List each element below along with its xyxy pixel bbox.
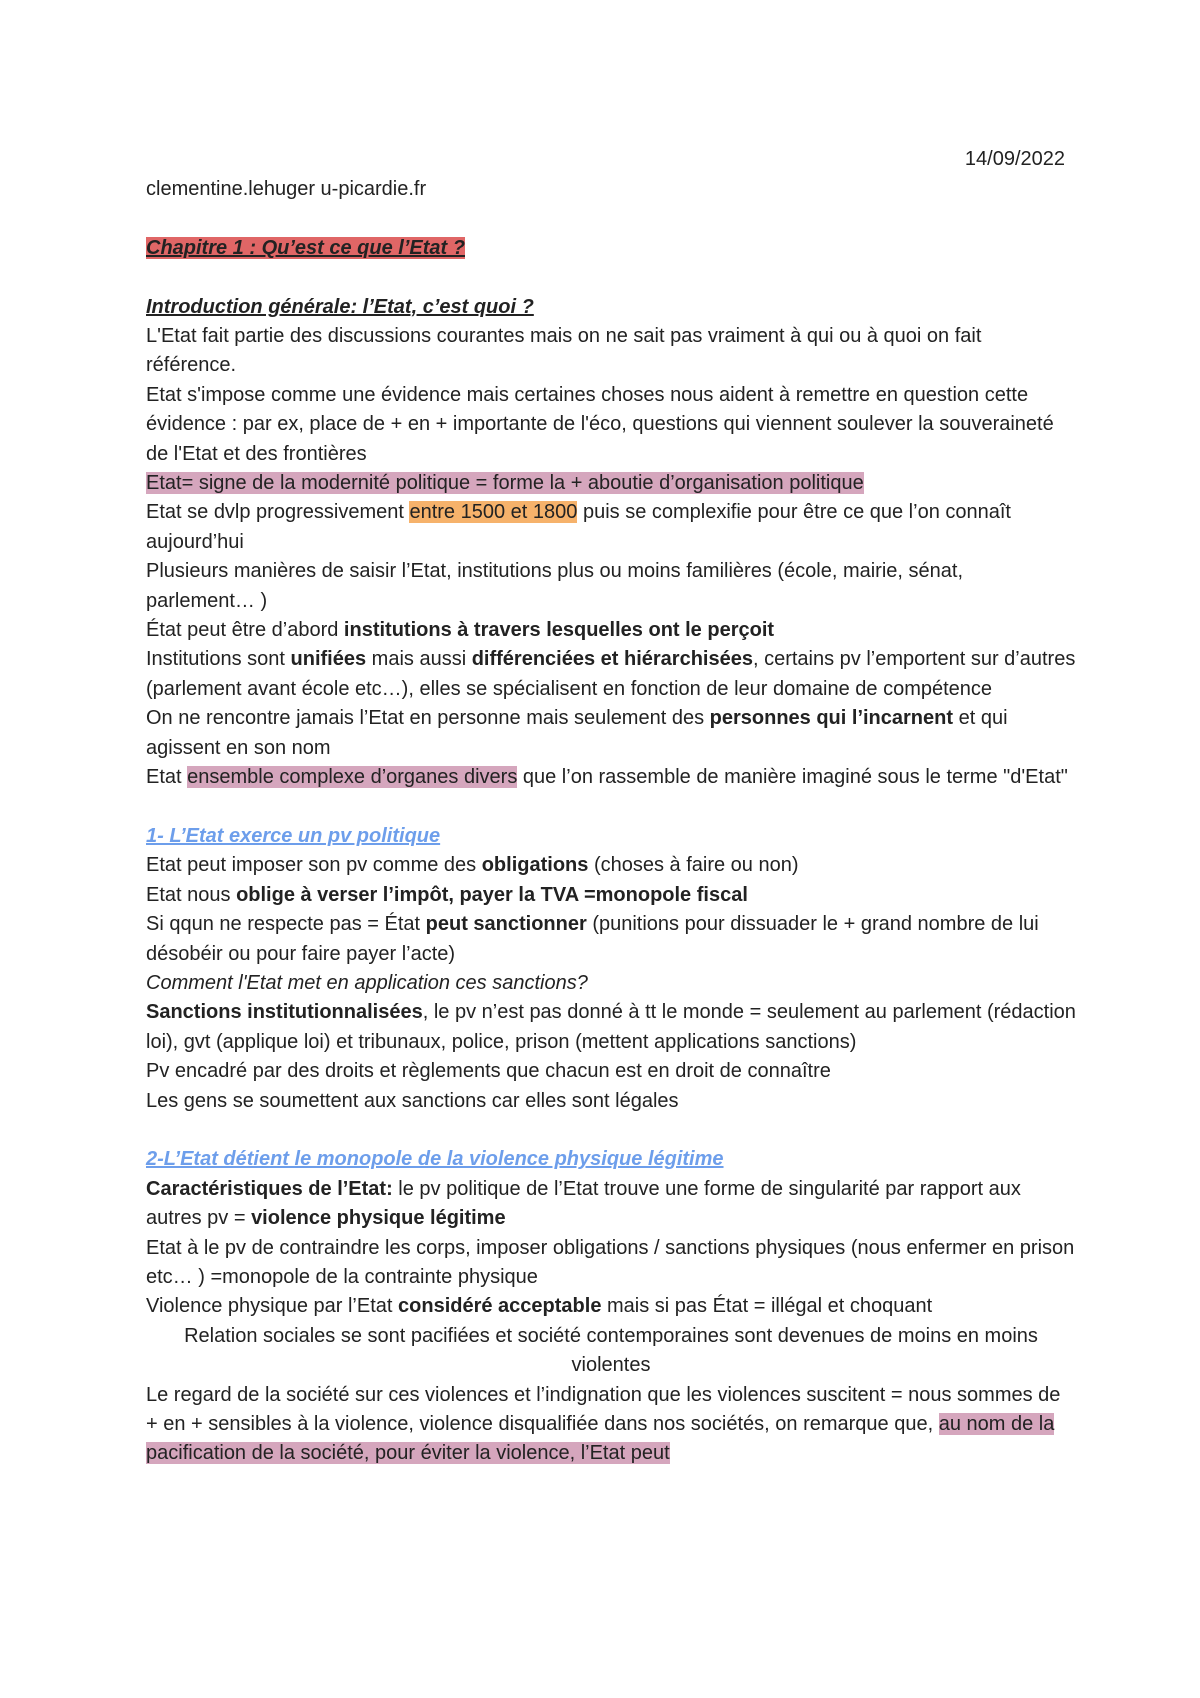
text-span: On ne rencontre jamais l’Etat en personne mais seulement des bbox=[146, 707, 710, 730]
section-2-heading-text: 2-L’Etat détient le monopole de la violence physique légitime bbox=[146, 1148, 724, 1171]
section-1-paragraph-6: Pv encadré par des droits et règlements que chacun est en droit de connaître bbox=[146, 1060, 831, 1083]
highlight-pacification: au nom de la pacification de la société, pour éviter la violence, l’Etat peut bbox=[146, 1413, 1055, 1465]
chapter-title-text: Chapitre 1 : Qu’est ce que l’Etat ? bbox=[146, 236, 465, 259]
text-span: , le pv n’est pas donné à tt le monde = seulement au parlement (rédaction loi), gvt (applique loi) et tribunaux, police, prison (mettent applications sanctions) bbox=[146, 1001, 1076, 1053]
section-2-paragraph-2: Etat à le pv de contraindre les corps, imposer obligations / sanctions physiques (nous enfermer en prison etc… ) =monopole de la contrainte physique bbox=[146, 1236, 1075, 1288]
bold-span: obligations bbox=[481, 854, 589, 877]
italic-question: Comment l'Etat met en application ces sanctions? bbox=[146, 971, 588, 994]
section-2-paragraph-4: Relation sociales se sont pacifiées et société contemporaines sont devenues de moins en moins violentes bbox=[184, 1324, 1038, 1377]
section-1-heading-text: 1- L’Etat exerce un pv politique bbox=[146, 824, 441, 847]
bold-span: peut sanctionner bbox=[425, 913, 587, 936]
intro-heading-text: Introduction générale: l’Etat, c’est quoi ? bbox=[146, 295, 534, 318]
bold-span: différenciées et hiérarchisées bbox=[471, 648, 753, 671]
text-span: Etat bbox=[146, 766, 188, 789]
intro-paragraph-7 bbox=[146, 645, 1076, 704]
intro-paragraph-6 bbox=[146, 616, 1076, 645]
chapter-title bbox=[146, 234, 1076, 263]
text-span: Si qqun ne respecte pas = État bbox=[146, 913, 426, 936]
bold-span: Caractéristiques de l’Etat: bbox=[146, 1177, 393, 1200]
highlight-dates: entre 1500 et 1800 bbox=[409, 501, 578, 524]
section-1-paragraph-7: Les gens se soumettent aux sanctions car elles sont légales bbox=[146, 1089, 679, 1112]
bold-span: oblige à verser l’impôt, payer la TVA =monopole fiscal bbox=[236, 883, 748, 906]
text-span: puis se complexifie pour être ce que l’on connaît aujourd’hui bbox=[146, 501, 1011, 553]
bold-span: Sanctions institutionnalisées bbox=[146, 1001, 423, 1024]
text-span: Etat se dvlp progressivement bbox=[146, 501, 410, 524]
text-span: et qui agissent en son nom bbox=[146, 707, 1008, 759]
intro-paragraph-4 bbox=[146, 498, 1076, 557]
section-1-paragraph-1 bbox=[146, 851, 1076, 880]
section-2-paragraph-5 bbox=[146, 1381, 1076, 1469]
bold-span: considéré acceptable bbox=[398, 1295, 602, 1318]
author-email: clementine.lehuger u-picardie.fr bbox=[146, 178, 427, 200]
intro-paragraph-8 bbox=[146, 704, 1076, 763]
section-1-paragraph-5 bbox=[146, 998, 1076, 1057]
highlight-organes: ensemble complexe d’organes divers bbox=[187, 766, 518, 789]
bold-span: unifiées bbox=[290, 648, 367, 671]
text-span: Institutions sont bbox=[146, 648, 291, 671]
text-span: Etat peut imposer son pv comme des bbox=[146, 854, 482, 877]
intro-paragraph-9 bbox=[146, 763, 1076, 792]
text-span: (punitions pour dissuader le + grand nombre de lui désobéir ou pour faire payer l’acte) bbox=[146, 913, 1039, 965]
text-span: (choses à faire ou non) bbox=[588, 854, 799, 877]
section-2-paragraph-3 bbox=[146, 1292, 1076, 1321]
section-1-heading bbox=[146, 822, 1076, 851]
bold-span: personnes qui l’incarnent bbox=[709, 707, 954, 730]
section-1-paragraph-3 bbox=[146, 910, 1076, 969]
section-2-heading bbox=[146, 1145, 1076, 1174]
text-span: mais aussi bbox=[366, 648, 472, 671]
text-span: que l’on rassemble de manière imaginé sous le terme "d'Etat" bbox=[517, 766, 1068, 789]
text-span: Etat nous bbox=[146, 883, 237, 906]
text-span: État peut être d’abord bbox=[146, 619, 344, 642]
section-1-paragraph-2 bbox=[146, 881, 1076, 910]
intro-paragraph-3 bbox=[146, 469, 1076, 498]
text-span: Le regard de la société sur ces violences et l’indignation que les violences suscitent = nous sommes de + en + sensibles à la violence, violence disqualifiée dans nos sociétés, on remarque que, bbox=[146, 1383, 1061, 1435]
intro-paragraph-2: Etat s'impose comme une évidence mais certaines choses nous aident à remettre en question cette évidence : par ex, place de + en + importante de l'éco, questions qui viennent soulever la souveraineté de l'Etat et des frontières bbox=[146, 383, 1054, 465]
text-span: le pv politique de l’Etat trouve une forme de singularité par rapport aux autres pv = bbox=[146, 1177, 1021, 1230]
section-1-paragraph-4 bbox=[146, 969, 1076, 998]
highlight-modernite: Etat= signe de la modernité politique = forme la + aboutie d’organisation politique bbox=[146, 472, 864, 495]
intro-paragraph-1: L'Etat fait partie des discussions courantes mais on ne sait pas vraiment à qui ou à quoi on fait référence. bbox=[146, 325, 982, 377]
intro-paragraph-5: Plusieurs manières de saisir l’Etat, institutions plus ou moins familières (école, mairie, sénat, parlement… ) bbox=[146, 560, 964, 612]
text-span: mais si pas État = illégal et choquant bbox=[601, 1295, 933, 1318]
bold-span: violence physique légitime bbox=[251, 1207, 506, 1230]
text-span: , certains pv l’emportent sur d’autres (parlement avant école etc…), elles se spécialisent en fonction de leur domaine de compétence bbox=[146, 648, 1076, 700]
intro-heading bbox=[146, 293, 1076, 322]
bold-span: institutions à travers lesquelles ont le perçoit bbox=[343, 619, 775, 642]
document-date: 14/09/2022 bbox=[964, 148, 1065, 170]
document-body bbox=[146, 175, 1076, 1469]
section-2-paragraph-1 bbox=[146, 1175, 1076, 1234]
text-span: Violence physique par l’Etat bbox=[146, 1295, 399, 1318]
